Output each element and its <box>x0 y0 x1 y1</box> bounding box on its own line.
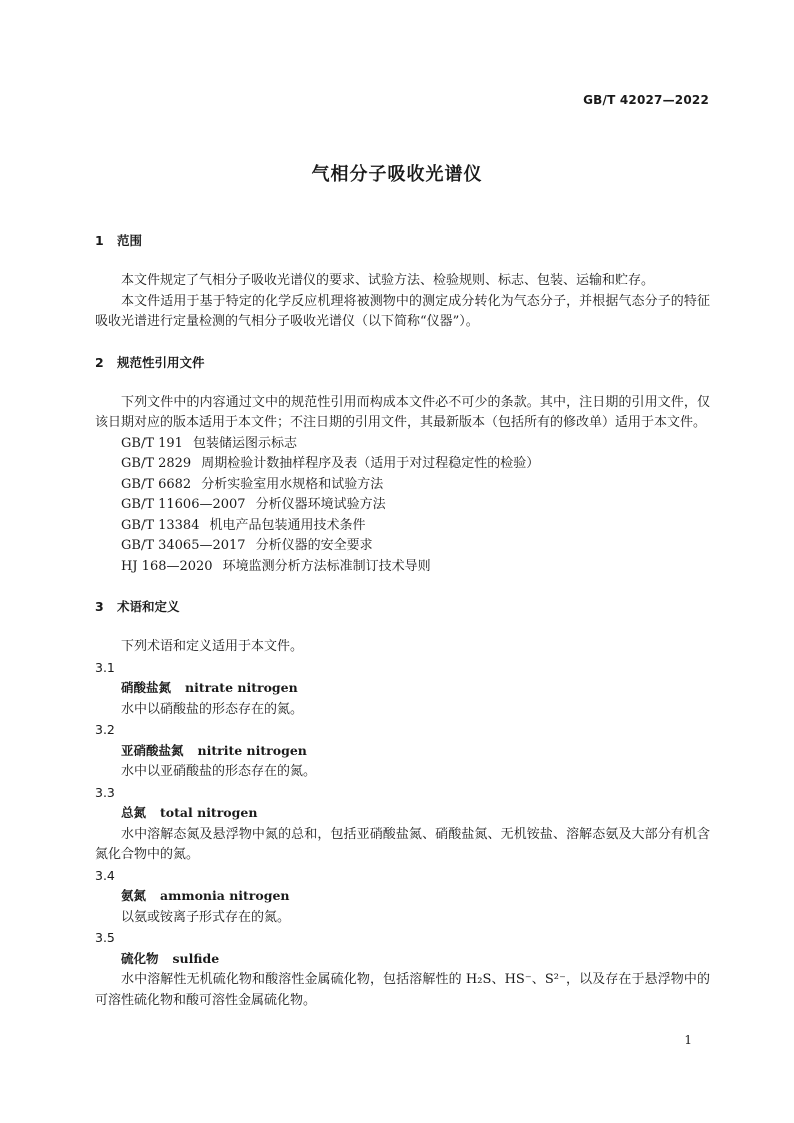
term-en: nitrite nitrogen <box>197 742 307 758</box>
term-definition: 水中以亚硝酸盐的形态存在的氮。 <box>121 764 317 779</box>
term-definition: 水中溶解性无机硫化物和酸溶性金属硫化物，包括溶解性的 H₂S、HS⁻、S²⁻，以及存在于悬浮物中的可溶性硫化物和酸可溶性金属硫化物。 <box>95 972 710 1008</box>
document-body <box>95 231 710 1011</box>
reference-code: GB/T 6682 <box>121 476 192 492</box>
reference-code: GB/T 11606—2007 <box>121 497 246 512</box>
term-name <box>95 803 710 825</box>
reference-item <box>95 475 710 496</box>
page-number: 1 <box>684 1033 692 1047</box>
term-zh: 硝酸盐氮 <box>121 680 172 695</box>
reference-title: 分析仪器的安全要求 <box>255 538 373 553</box>
section-heading-terms-definitions <box>95 597 710 617</box>
reference-item <box>95 454 710 475</box>
term-en: sulfide <box>172 950 220 966</box>
term-zh: 氨氮 <box>121 888 147 903</box>
term-number: 3.3 <box>95 784 115 800</box>
term-definition: 水中以硝酸盐的形态存在的氮。 <box>121 701 304 717</box>
term-en: total nitrogen <box>160 805 258 820</box>
reference-item <box>95 434 710 455</box>
reference-title: 环境监测分析方法标准制订技术导则 <box>222 558 431 574</box>
term-zh: 总氮 <box>121 805 147 820</box>
term-en: ammonia nitrogen <box>160 888 290 903</box>
reference-code: HJ 168—2020 <box>121 558 213 574</box>
term-name <box>95 949 710 971</box>
section-title: 范围 <box>117 233 143 248</box>
reference-title: 机电产品包装通用技术条件 <box>209 517 366 533</box>
section-heading-scope <box>95 231 710 251</box>
reference-item <box>95 516 710 537</box>
term-number: 3.5 <box>95 930 115 945</box>
section-title: 规范性引用文件 <box>117 354 205 370</box>
reference-item <box>95 495 710 516</box>
term-zh: 硫化物 <box>121 950 159 966</box>
term-name <box>95 886 710 908</box>
term-number: 3.4 <box>95 867 115 883</box>
reference-title: 周期检验计数抽样程序及表（适用于对过程稳定性的检验） <box>201 456 540 471</box>
term-definition: 以氨或铵离子形式存在的氮。 <box>121 909 291 925</box>
reference-title: 分析实验室用水规格和试验方法 <box>201 476 384 492</box>
term-number: 3.2 <box>95 722 115 737</box>
reference-title: 包装储运图示标志 <box>192 435 297 451</box>
reference-item <box>95 557 710 578</box>
section-number: 2 <box>95 354 104 370</box>
reference-item <box>95 536 710 557</box>
reference-code: GB/T 2829 <box>121 456 192 471</box>
section-heading-normative-references <box>95 353 710 373</box>
term-zh: 亚硝酸盐氮 <box>121 742 184 758</box>
reference-code: GB/T 34065—2017 <box>121 538 246 553</box>
term-name <box>95 678 710 700</box>
term-definition: 水中溶解态氮及悬浮物中氮的总和，包括亚硝酸盐氮、硝酸盐氮、无机铵盐、溶解态氨及大部分有机含氮化合物中的氮。 <box>95 826 710 862</box>
term-number: 3.1 <box>95 659 115 675</box>
term-en: nitrate nitrogen <box>185 680 298 695</box>
scope-paragraph: 本文件适用于基于特定的化学反应机理将被测物中的测定成分转化为气态分子，并根据气态分子的特征吸收光谱进行定量检测的气相分子吸收光谱仪（以下简称“仪器”）。 <box>95 293 710 329</box>
reference-code: GB/T 13384 <box>121 517 200 533</box>
reference-code: GB/T 191 <box>121 435 183 451</box>
reference-title: 分析仪器环境试验方法 <box>255 497 386 512</box>
term-name <box>95 741 710 763</box>
section-title: 术语和定义 <box>117 599 180 614</box>
terms-intro: 下列术语和定义适用于本文件。 <box>121 639 304 654</box>
section-number: 3 <box>95 599 104 614</box>
document-title: 气相分子吸收光谱仪 <box>311 164 483 185</box>
references-intro: 下列文件中的内容通过文中的规范性引用而构成本文件必不可少的条款。其中，注日期的引用文件，仅该日期对应的版本适用于本文件；不注日期的引用文件，其最新版本（包括所有的修改单）适用于本文件。 <box>95 394 710 430</box>
section-number: 1 <box>95 233 104 248</box>
scope-paragraph: 本文件规定了气相分子吸收光谱仪的要求、试验方法、检验规则、标志、包装、运输和贮存。 <box>121 273 655 288</box>
standard-code: GB/T 42027—2022 <box>583 93 709 107</box>
